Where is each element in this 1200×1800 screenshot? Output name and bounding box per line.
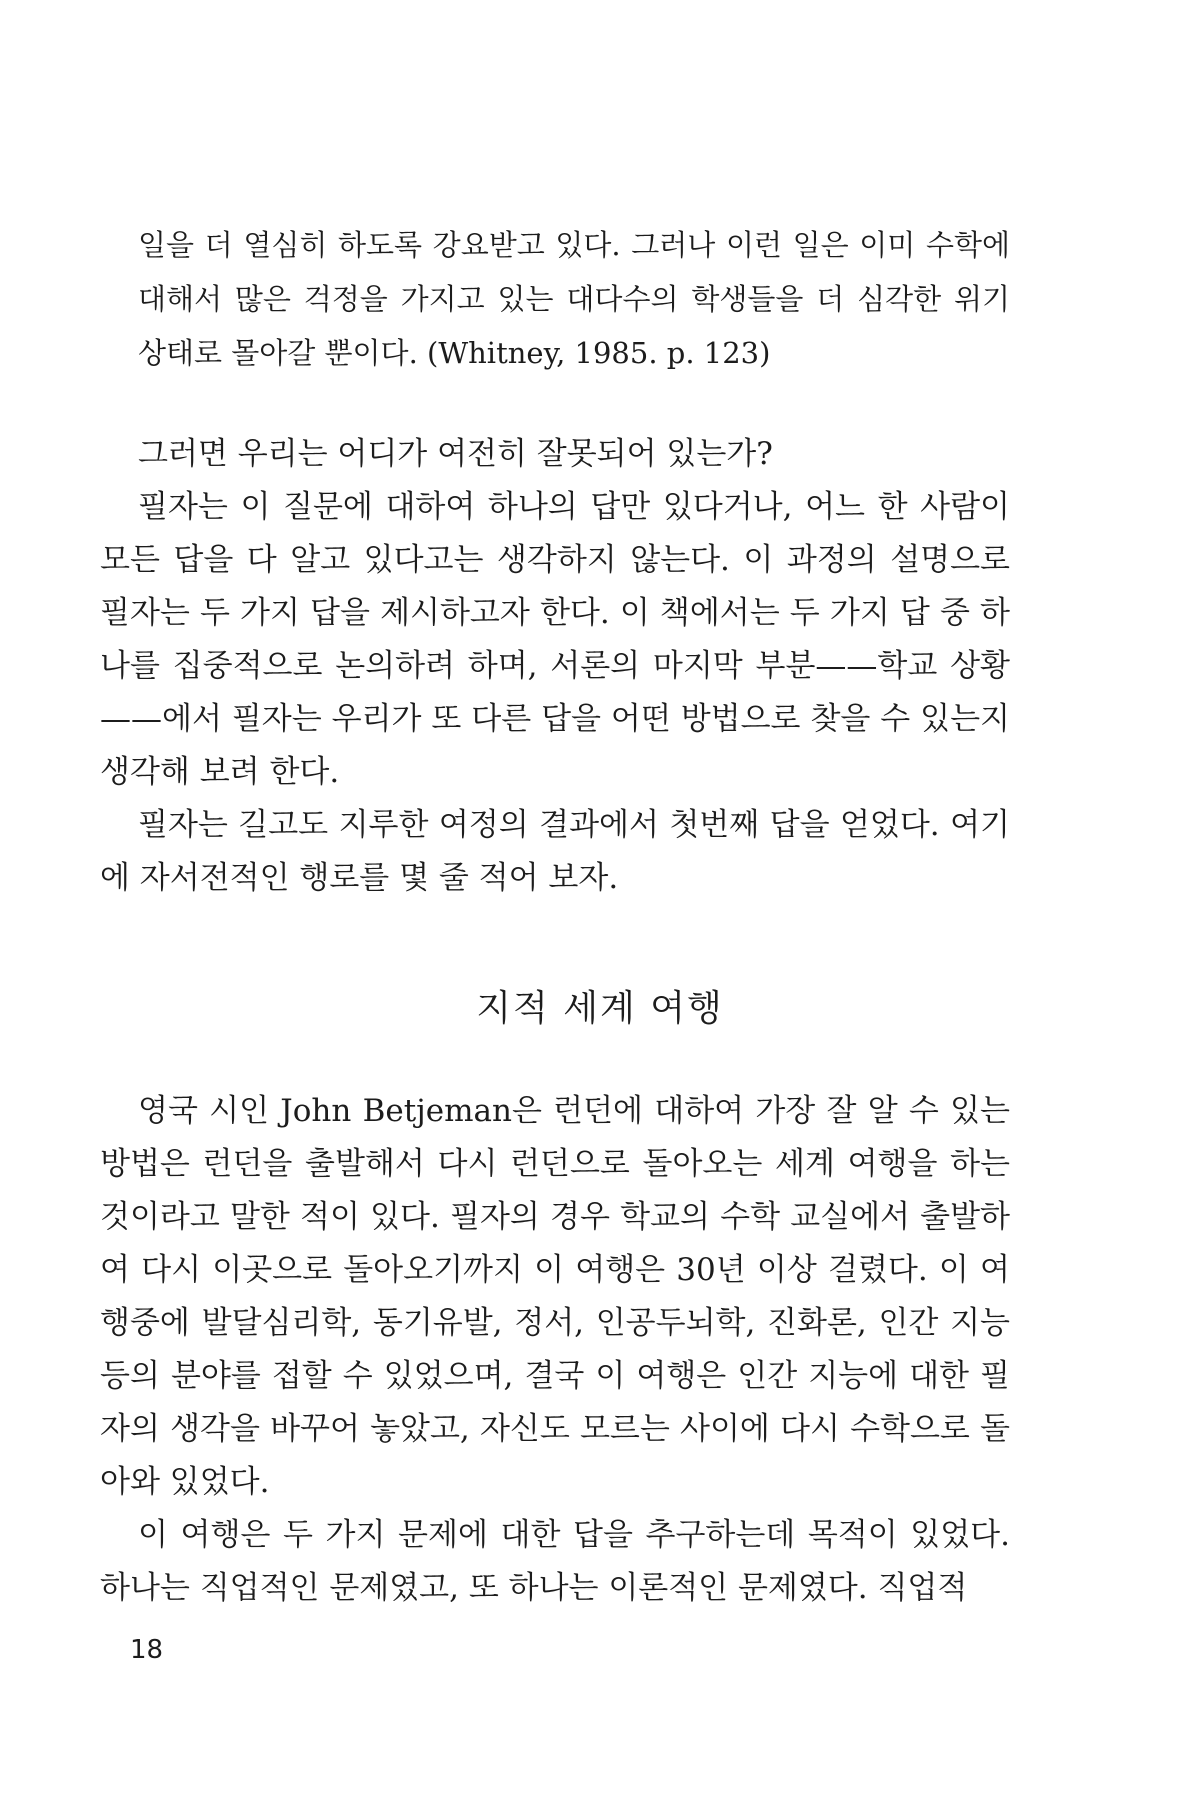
quote-paragraph: 일을 더 열심히 하도록 강요받고 있다. 그러나 이런 일은 이미 수학에 대해서 많은 걱정을 가지고 있는 대다수의 학생들을 더 심각한 위기 상태로 몰아갈 뿐이다. (Whitney, 1985. p. 123) xyxy=(138,228,1010,370)
page-number: 18 xyxy=(130,1635,164,1665)
block-quote xyxy=(138,218,1010,380)
paragraph-question: 그러면 우리는 어디가 여전히 잘못되어 있는가? xyxy=(138,436,773,472)
paragraph-two-answers: 필자는 이 질문에 대하여 하나의 답만 있다거나, 어느 한 사람이 모든 답을 다 알고 있다고는 생각하지 않는다. 이 과정의 설명으로 필자는 두 가지 답을 제시하고자 한다. 이 책에서는 두 가지 답 중 하나를 집중적으로 논의하려 하며, 서론의 마지막 부분——학교 상황——에서 필자는 우리가 또 다른 답을 어떤 방법으로 찾을 수 있는지 생각해 보려 한다. xyxy=(100,489,1010,790)
paragraph-betjeman: 영국 시인 John Betjeman은 런던에 대하여 가장 잘 알 수 있는 방법은 런던을 출발해서 다시 런던으로 돌아오는 세계 여행을 하는 것이라고 말한 적이 있다. 필자의 경우 학교의 수학 교실에서 출발하여 다시 이곳으로 돌아오기까지 이 여행은 30년 이상 걸렸다. 이 여행중에 발달심리학, 동기유발, 정서, 인공두뇌학, 진화론, 인간 지능 등의 분야를 접할 수 있었으며, 결국 이 여행은 인간 지능에 대한 필자의 생각을 바꾸어 놓았고, 자신도 모르는 사이에 다시 수학으로 돌아와 있었다. xyxy=(100,1093,1010,1500)
intro-text-block xyxy=(100,428,1010,905)
section-heading: 지적 세계 여행 xyxy=(476,988,724,1029)
paragraph-first-answer: 필자는 길고도 지루한 여정의 결과에서 첫번째 답을 얻었다. 여기에 자서전적인 행로를 몇 줄 적어 보자. xyxy=(100,807,1010,896)
paragraph-purpose: 이 여행은 두 가지 문제에 대한 답을 추구하는데 목적이 있었다. 하나는 직업적인 문제였고, 또 하나는 이론적인 문제였다. 직업적 xyxy=(100,1517,1010,1606)
section-text-block xyxy=(100,1085,1010,1615)
